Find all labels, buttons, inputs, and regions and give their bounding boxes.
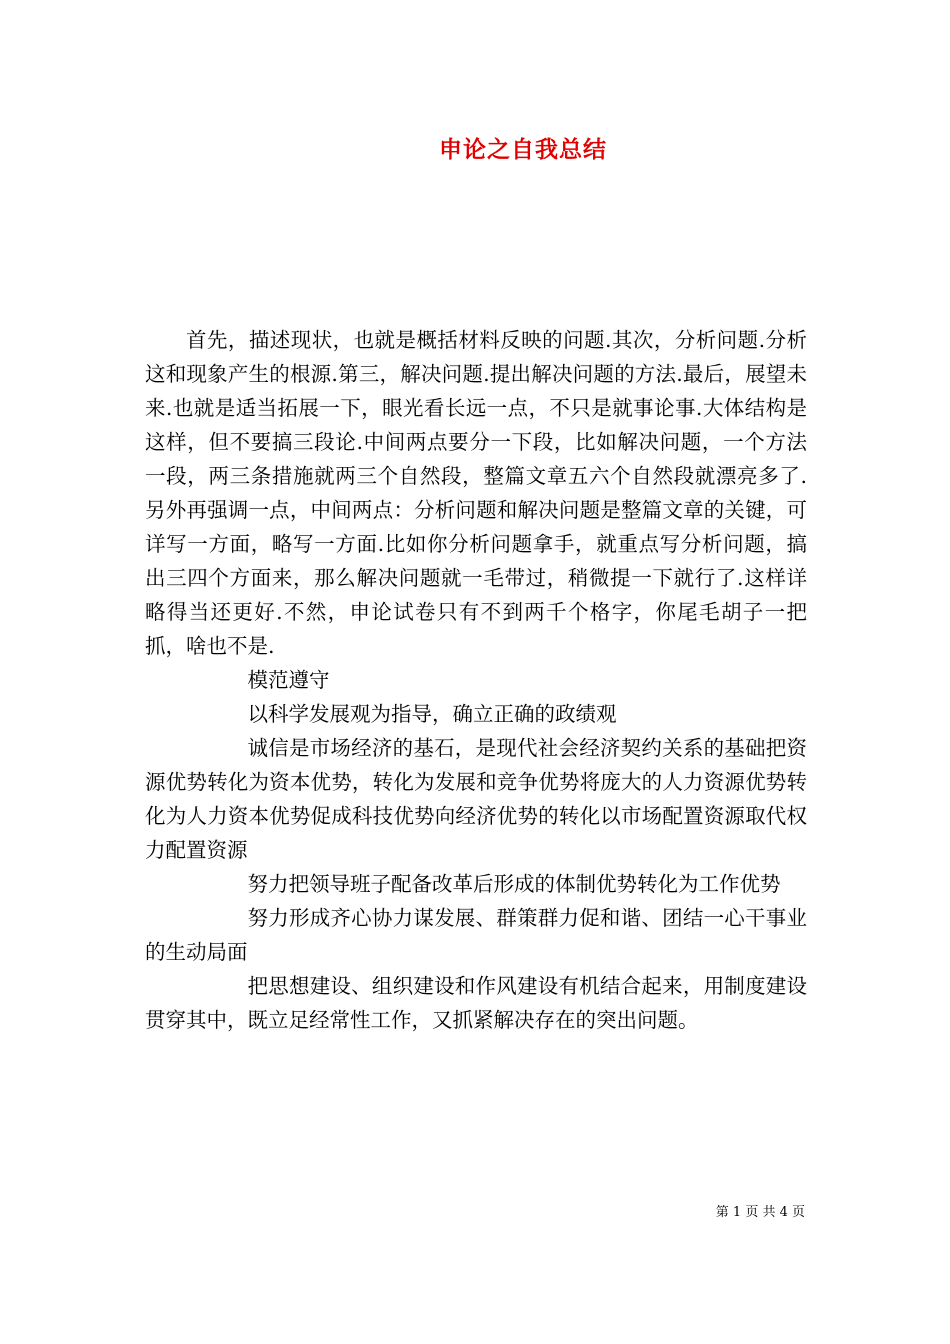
paragraph: 以科学发展观为指导，确立正确的政绩观	[247, 702, 617, 726]
paragraph: 模范遵守	[247, 668, 330, 692]
document-body	[145, 323, 807, 1037]
paragraph: 努力把领导班子配备改革后形成的体制优势转化为工作优势	[247, 872, 781, 896]
paragraph: 把思想建设、组织建设和作风建设有机结合起来，用制度建设贯穿其中，既立足经常性工作，又抓紧解决存在的突出问题。	[145, 974, 807, 1032]
paragraph: 诚信是市场经济的基石，是现代社会经济契约关系的基础把资源优势转化为资本优势，转化为发展和竞争优势将庞大的人力资源优势转化为人力资本优势促成科技优势向经济优势的转化以市场配置资源取代权力配置资源	[145, 736, 807, 862]
document-title: 申论之自我总结	[439, 137, 607, 163]
paragraph: 首先，描述现状，也就是概括材料反映的问题.其次，分析问题.分析这和现象产生的根源.第三，解决问题.提出解决问题的方法.最后，展望未来.也就是适当拓展一下，眼光看长远一点，不只是就事论事.大体结构是这样，但不要搞三段论.中间两点要分一下段，比如解决问题，一个方法一段，两三条措施就两三个自然段，整篇文章五六个自然段就漂亮多了.另外再强调一点，中间两点：分析问题和解决问题是整篇文章的关键，可详写一方面，略写一方面.比如你分析问题拿手，就重点写分析问题，搞出三四个方面来，那么解决问题就一毛带过，稍微提一下就行了.这样详略得当还更好.不然，申论试卷只有不到两千个格字，你尾毛胡子一把抓，啥也不是.	[145, 328, 807, 658]
page-number: 第 1 页 共 4 页	[715, 1205, 805, 1220]
paragraph: 努力形成齐心协力谋发展、群策群力促和谐、团结一心干事业的生动局面	[145, 906, 807, 964]
